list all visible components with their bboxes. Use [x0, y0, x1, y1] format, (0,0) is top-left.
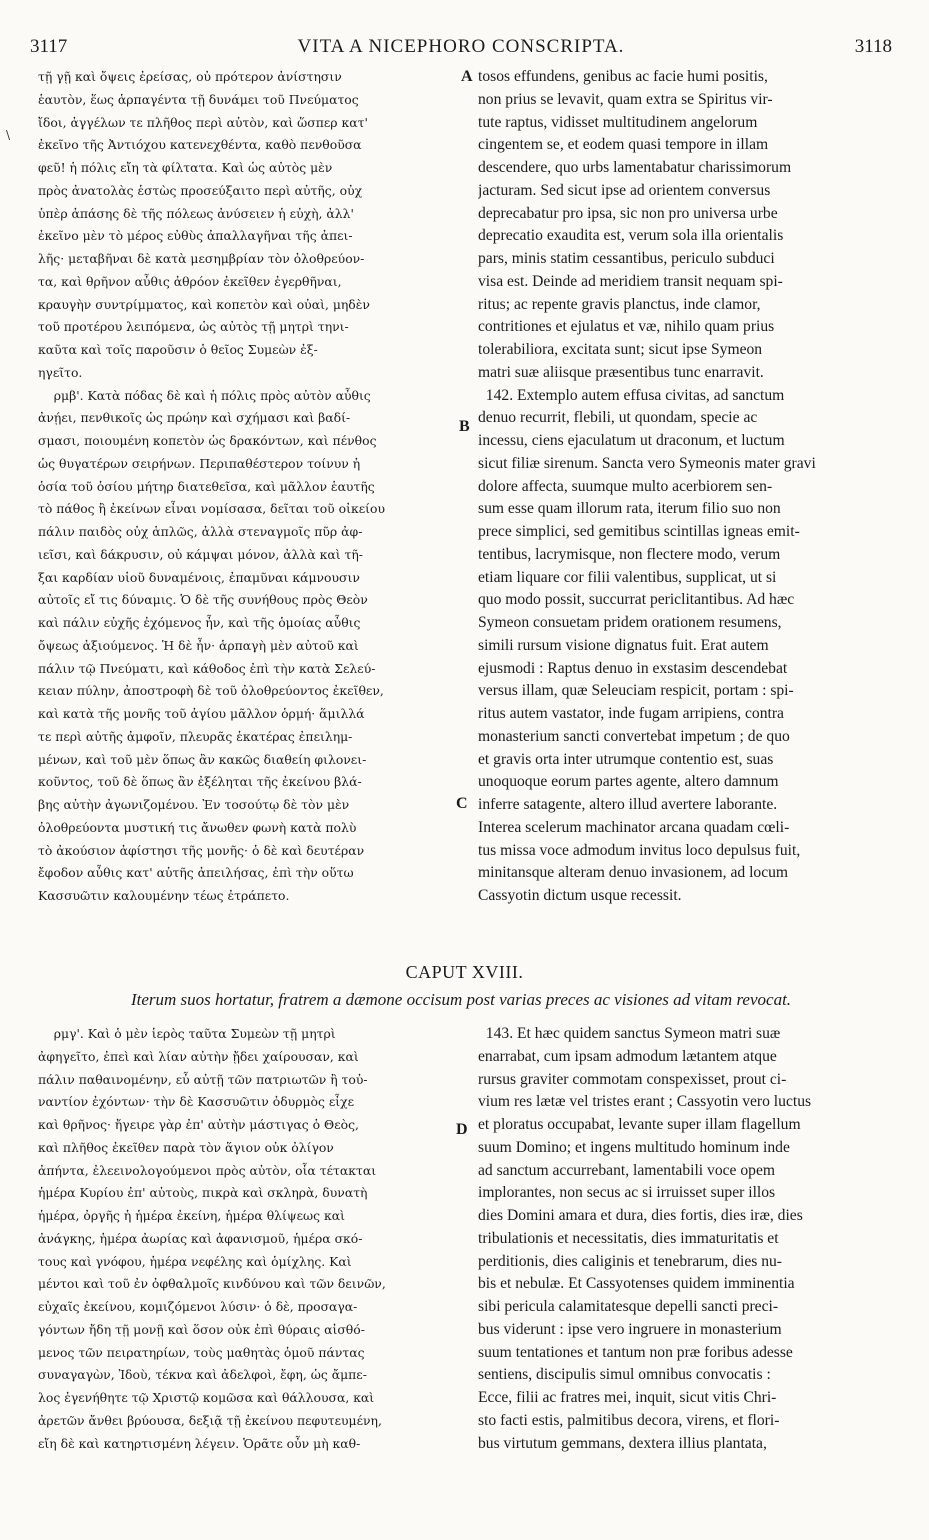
chapter-title: CAPUT XVIII. — [405, 962, 524, 982]
latin-column-top: tosos effundens, genibus ac facie humi positis, non prius se levavit, quam extra se Spiritus vir- tute raptus, vidisset multitudinem angelorum cingentem se, et eodem quasi tempore in illam descendere, quo urbs lamentabatur charissimorum jacturam. Sed sicut ipse ad orientem conversus deprecabatur pro ipsa, sic non pro universa urbe deprecatio exaudita est, verum sola illa orientalis pars, minis statim cessantibus, periculo subduci visa est. Deinde ad meridiem transit nequam spi- ritus; ac repente gravis planctus, inde clamor, contritiones et ejulatus et væ, nihilo quam prius tolerabiliora, excitata sunt; sicut ipse Symeon matri suæ aliisque præsentibus tunc enarravit. 142. Extemplo autem effusa civitas, ad sanctum denuo recurrit, flebili, ut quondam, specie ac incessu, ciens ejaculatum ut draconum, et luctum sicut filiæ sirenum. Sancta vero Symeonis mater gravi dolore affecta, suumque multo acerbiorem sen- sum esse quam illorum rata, iterum filio suo non prece simplici, sed gemitibus scintillas igneas emit- tentibus, lacrymisque, non flectere modo, verum etiam liquare cor filii valentibus, supplicat, ut si quo modo possit, succurrat periclitantibus. Ad hæc Symeon consuetam pridem orationem resumens, simili rursum visione dignatus fuit. Erat autem ejusmodi : Raptus denuo in exstasim descendebat versus illam, quæ Seleuciam respicit, portam : spi- ritus autem vastator, inde fugam arripiens, contra monasterium sancti convertebat impetum ; de quo et gravis orta inter utrumque contentio est, suas unoquoque eorum partes agente, altero damnum inferre satagente, altero illud avertere laborante. Interea scelerum machinator arcana quadam cœli- tus missa voce admodum invitus loco depulsus fuit, minitansque alteram denuo invasionem, ad locum Cassyotin dictum usque recessit. — [478, 68, 816, 904]
left-page-number: 3117 — [30, 36, 68, 57]
running-header — [30, 36, 892, 62]
latin-column-bottom: 143. Et hæc quidem sanctus Symeon matri suæ enarrabat, cum ipsam admodum lætantem atque rursus graviter commotam conspexisset, prout ci- vium res lætæ vel tristes erant ; Cassyotin vero luctus et ploratus occupabat, levante super illam flagellum suum Domino; et ingens multitudo hominum inde ad sanctum accurrebant, lamentabili voce opem implorantes, non secus ac si irruisset super illos dies Domini amara et dura, dies fortis, dies iræ, dies tribulationis et necessitatis, dies immaturitatis et perditionis, dies caliginis et tenebrarum, dies nu- bis et nebulæ. Et Cassyotenses quidem imminentia sibi pericula calamitatesque depelli sancti preci- bus viderunt : ipse vero ingruere in monasterium suum tentationes et tantum non præ foribus adesse sentiens, discipulis simul omnibus convocatis : Ecce, filii ac fratres mei, inquit, sicut vitis Chri- sto facti estis, palmitibus decora, virens, et flori- bus virtutum gemmans, dextera illius plantata, — [478, 1025, 812, 1452]
chapter-subtitle: Iterum suos hortatur, fratrem a dæmone occisum post varias preces ac visiones ad vitam revocat. — [130, 990, 792, 1009]
margin-marker-b: B — [459, 418, 470, 435]
greek-column-bottom: ρμγ'. Καὶ ὁ μὲν ἱερὸς ταῦτα Συμεὼν τῇ μητρὶ ἀφηγεῖτο, ἐπεὶ καὶ λίαν αὐτὴν ᾔδει χαίρουσαν, καὶ πάλιν παθαινομένην, εὖ αὐτῇ τῶν πατριωτῶν ἢ τοὐ- ναντίον ἐχόντων· τὴν δὲ Κασσυῶτιν ὀδυρμὸς εἶχε καὶ θρῆνος· ἤγειρε γὰρ ἐπ' αὐτὴν μάστιγας ὁ Θεὸς, καὶ πλῆθος ἐκεῖθεν παρὰ τὸν ἅγιον οὐκ ὀλίγον ἀπήντα, ἐλεεινολογούμενοι πρὸς αὐτὸν, οἷα τέτακται ἡμέρα Κυρίου ἐπ' αὐτοὺς, πικρὰ καὶ σκληρὰ, δυνατὴ ἡμέρα, ὀργῆς ἡ ἡμέρα ἐκείνη, ἡμέρα θλίψεως καὶ ἀνάγκης, ἡμέρα ἀωρίας καὶ ἀφανισμοῦ, ἡμέρα σκό- τους καὶ γνόφου, ἡμέρα νεφέλης καὶ ὁμίχλης. Καὶ μέντοι καὶ τοῦ ἐν ὀφθαλμοῖς κινδύνου καὶ τῶν δεινῶν, εὐχαῖς ἐκείνου, κομιζόμενοι λύσιν· ὁ δὲ, προσαγα- γόντων ἤδη τῇ μονῇ καὶ ὅσον οὐκ ἐπὶ θύραις αἰσθό- μενος τῶν πειρατηρίων, τοὺς μαθητὰς ὁμοῦ πάντας συναγαγὼν, Ἰδοὺ, τέκνα καὶ ἀδελφοὶ, ἔφη, ὡς ἄμπε- λος ἐγενήθητε τῷ Χριστῷ κομῶσα καὶ θάλλουσα, καὶ ἀρετῶν ἄνθει βρύουσα, δεξιᾷ τῇ ἐκείνου πεφυτευμένη, εἴη δὲ καὶ κατηρτισμένη λέγειν. Ὁρᾶτε οὖν μὴ καθ- — [38, 1026, 386, 1451]
running-title: VITA A NICEPHORO CONSCRIPTA. — [297, 36, 625, 57]
margin-marker-a: A — [461, 68, 473, 85]
margin-marker-c: C — [456, 795, 468, 812]
right-page-number: 3118 — [854, 36, 892, 57]
margin-marker-d: D — [456, 1121, 468, 1138]
margin-mark: \ — [6, 128, 11, 142]
greek-column-top: τῇ γῇ καὶ ὄψεις ἐρείσας, οὐ πρότερον ἀνίστησιν ἑαυτὸν, ἕως ἁρπαγέντα τῇ δυνάμει τοῦ Πνεύματος ἴδοι, ἀγγέλων τε πλῆθος περὶ αὐτὸν, καὶ ὥσπερ κατ' ἐκεῖνο τῆς Ἀντιόχου κατενεχθέντα, καθὸ πενθοῦσα φεῦ! ἡ πόλις εἴη τὰ φίλτατα. Καὶ ὡς αὐτὸς μὲν πρὸς ἀνατολὰς ἑστὼς προσεύξαιτο περὶ αὐτῆς, οὐχ ὑπὲρ ἁπάσης δὲ τῆς πόλεως ἀνύσειεν ἡ εὐχὴ, ἀλλ' ἐκεῖνο μὲν τὸ μέρος εὐθὺς ἀπαλλαγῆναι τῆς ἀπει- λῆς· μεταβῆναι δὲ κατὰ μεσημβρίαν τὸν ὀλοθρεύον- τα, καὶ θρῆνον αὖθις ἀθρόον ἐκεῖθεν ἐγερθῆναι, κραυγὴν συντρίμματος, καὶ κοπετὸν καὶ οὐαὶ, μηδὲν τοῦ προτέρου λειπόμενα, ὡς αὐτὸς τῇ μητρὶ τηνι- καῦτα καὶ τοῖς παροῦσιν ὁ θεῖος Συμεὼν ἐξ- ηγεῖτο. ρμβ'. Κατὰ πόδας δὲ καὶ ἡ πόλις πρὸς αὐτὸν αὖθις ἀνῄει, πενθικοῖς ὡς πρώην καὶ σχήμασι καὶ βαδί- σμασι, ποιουμένη κοπετὸν ὡς δρακόντων, καὶ πένθος ὡς θυγατέρων σειρήνων. Περιπαθέστερον τοίνυν ἡ ὁσία τοῦ ὁσίου μήτηρ διατεθεῖσα, καὶ μᾶλλον ἑαυτῆς τὸ πάθος ἢ ἐκείνων εἶναι νομίσασα, δεῖται τοῦ οἰκείου πάλιν παιδὸς οὐχ ἁπλῶς, ἀλλὰ στεναγμοῖς πῦρ ἀφ- ιεῖσι, καὶ δάκρυσιν, οὐ κάμψαι μόνον, ἀλλὰ καὶ τῆ- ξαι καρδίαν υἱοῦ δυναμένοις, ἐπαμῦναι κάμνουσιν αὐτοῖς εἴ τις δύναμις. Ὁ δὲ τῆς συνήθους πρὸς Θεὸν καὶ πάλιν εὐχῆς ἐχόμενος ἦν, καὶ τῆς ὁμοίας αὖθις ὄψεως ἀξιούμενος. Ἡ δὲ ἦν· ἁρπαγὴ μὲν αὐτοῦ καὶ πάλιν τῷ Πνεύματι, καὶ κάθοδος ἐπὶ τὴν κατὰ Σελεύ- κειαν πύλην, ἀποστροφὴ δὲ τοῦ ὀλοθρεύοντος ἐκεῖθεν, καὶ κατὰ τῆς μονῆς τοῦ ἁγίου μᾶλλον ὁρμή· ἅμιλλά τε περὶ αὐτῆς ἀμφοῖν, πλευρᾶς ἑκατέρας ἐπειλημ- μένων, καὶ τοῦ μὲν ὅπως ἂν κακῶς διαθείη φιλονει- κοῦντος, τοῦ δὲ ὅπως ἂν ἐξέληται τῆς ἐκείνου βλά- βης αὐτὴν ἀγωνιζομένου. Ἐν τοσούτῳ δὲ τὸν μὲν ὀλοθρεύοντα μυστική τις ἄνωθεν φωνὴ κατὰ πολὺ τὸ ἀκούσιον ἀφίστησι τῆς μονῆς· ὁ δὲ καὶ δευτέραν ἔφοδον αὖθις κατ' αὐτῆς ἀπειλήσας, ἐπὶ τὴν οὕτω Κασσυῶτιν καλουμένην τέως ἐτράπετο. — [38, 69, 385, 903]
